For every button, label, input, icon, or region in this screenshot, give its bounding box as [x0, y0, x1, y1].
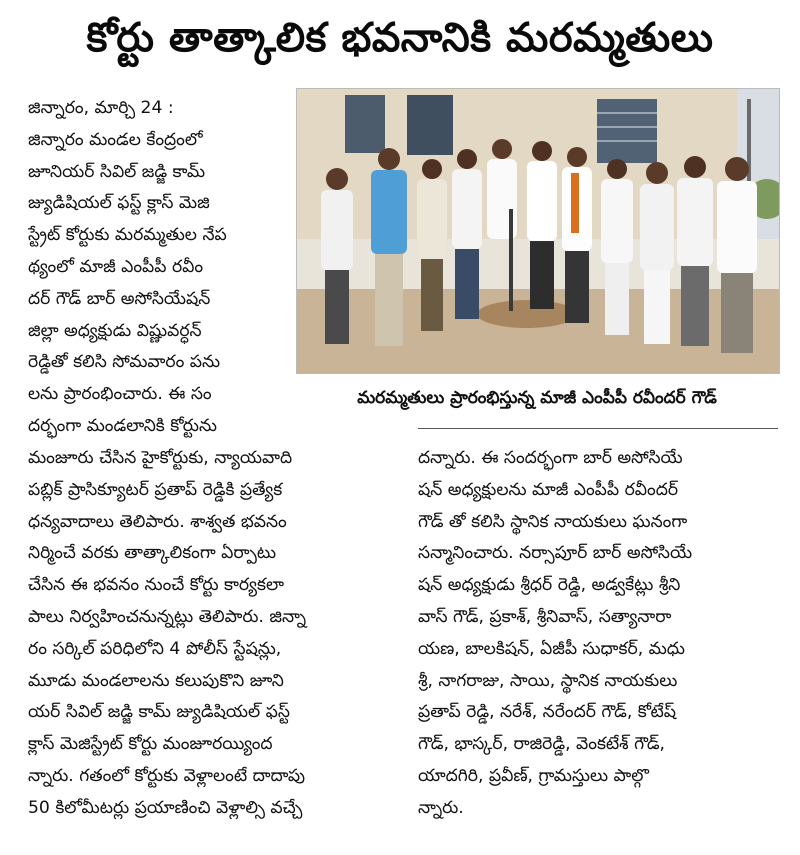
article-line: వాస్ గౌడ్, ప్రకాశ్, శ్రీనివాస్, సత్యానారా: [418, 606, 672, 627]
article-line: ధన్యవాదాలు తెలిపారు. శాశ్వత భవనం: [28, 511, 287, 532]
article-line: పబ్లిక్ ప్రాసిక్యూటర్ ప్రతాప్ రెడ్డికి ప్రత్యేక: [28, 479, 283, 500]
article-line: యాదగిరి, ప్రవీణ్, గ్రామస్తులు పాల్గొ: [418, 765, 649, 786]
article-line: జిన్నారం, మార్చి 24 :: [28, 98, 174, 118]
article-line: షన్ అధ్యక్షుడు శ్రీధర్ రెడ్డి, అడ్వకేట్లు శ్రీని: [418, 575, 681, 596]
article-line: జూనియర్ సివిల్ జడ్జి కామ్: [28, 161, 206, 182]
article-line: ప్రతాప్ రెడ్డి, నరేశ్, నరేందర్ గౌడ్, కోటేష్: [418, 702, 677, 723]
article-line: న్నారు.: [418, 797, 464, 818]
article-line: న్నారు. గతంలో కోర్టుకు వెళ్లాలంటే దాదాపు: [28, 765, 305, 786]
article-line: మంజూరు చేసిన హైకోర్టుకు, న్యాయవాది: [28, 448, 293, 468]
article-line: గౌడ్, భాస్కర్, రాజిరెడ్డి, వెంకటేశ్ గౌడ్,: [418, 734, 666, 755]
photo-caption: మరమ్మతులు ప్రారంభిస్తున్న మాజీ ఎంపీపీ రవీందర్ గౌడ్: [357, 388, 717, 408]
article-line: పాలు నిర్వహించనున్నట్లు తెలిపారు. జిన్నా: [28, 606, 307, 627]
article-line: లను ప్రారంభించారు. ఈ సం: [28, 384, 212, 405]
article-line: దర్ గౌడ్ బార్ అసోసియేషన్: [28, 288, 211, 309]
article-line: 50 కిలోమీటర్లు ప్రయాణించి వెళ్లాల్సి వచ్చే: [28, 797, 303, 818]
article-line: దర్భంగా మండలానికి కోర్టును: [28, 415, 217, 436]
news-photo: [296, 88, 780, 374]
article-line: చేసిన ఈ భవనం నుంచే కోర్టు కార్యకలా: [28, 575, 284, 596]
article-line: రెడ్డితో కలిసి సోమవారం పను: [28, 352, 221, 373]
article-line: జిన్నారం మండల కేంద్రంలో: [28, 129, 203, 150]
article-line: జ్యుడిషియల్ ఫస్ట్ క్లాస్ మెజి: [28, 193, 210, 214]
article-line: దన్నారు. ఈ సందర్భంగా బార్ అసోసియే: [418, 448, 683, 468]
article-column-left-bottom: [28, 443, 406, 825]
article-line: యర్ సివిల్ జడ్జి కామ్ జ్యుడిషియల్ ఫస్ట్: [28, 702, 290, 723]
article-line: నిర్మించే వరకు తాత్కాలికంగా ఏర్పాటు: [28, 543, 277, 564]
article-line: స్ట్రేట్ కోర్టుకు మరమ్మతుల నేప: [28, 225, 227, 246]
article-line: శ్రీ, నాగరాజు, సాయి, స్థానిక నాయకులు: [418, 670, 678, 691]
article-column-left-top: [28, 93, 290, 443]
divider-line: [418, 428, 778, 429]
article-line: క్లాస్ మెజిస్ట్రేట్ కోర్టు మంజూరయ్యింద: [28, 734, 273, 755]
article-line: యణ, బాలకిషన్, ఏజీపీ సుధాకర్, మధు: [418, 638, 685, 659]
article-line: గౌడ్ తో కలిసి స్థానిక నాయకులు ఘనంగా: [418, 511, 688, 532]
article-line: థ్యంలో మాజీ ఎంపీపీ రవీం: [28, 256, 204, 277]
article-line: మూడు మండలాలను కలుపుకొని జూని: [28, 670, 284, 691]
article-line: రం సర్కిల్ పరిధిలోని 4 పోలీస్ స్టేషన్లు,: [28, 638, 282, 659]
article-line: షన్ అధ్యక్షులను మాజీ ఎంపీపీ రవీందర్: [418, 479, 679, 500]
article-line: సన్మానించారు. నర్సాపూర్ బార్ అసోసియే: [418, 543, 693, 564]
article-column-right: [418, 443, 780, 825]
article-line: జిల్లా అధ్యక్షుడు విష్ణువర్ధన్: [28, 320, 202, 341]
group-photo-illustration: [297, 89, 779, 373]
headline: కోర్టు తాత్కాలిక భవనానికి మరమ్మతులు: [86, 15, 714, 61]
